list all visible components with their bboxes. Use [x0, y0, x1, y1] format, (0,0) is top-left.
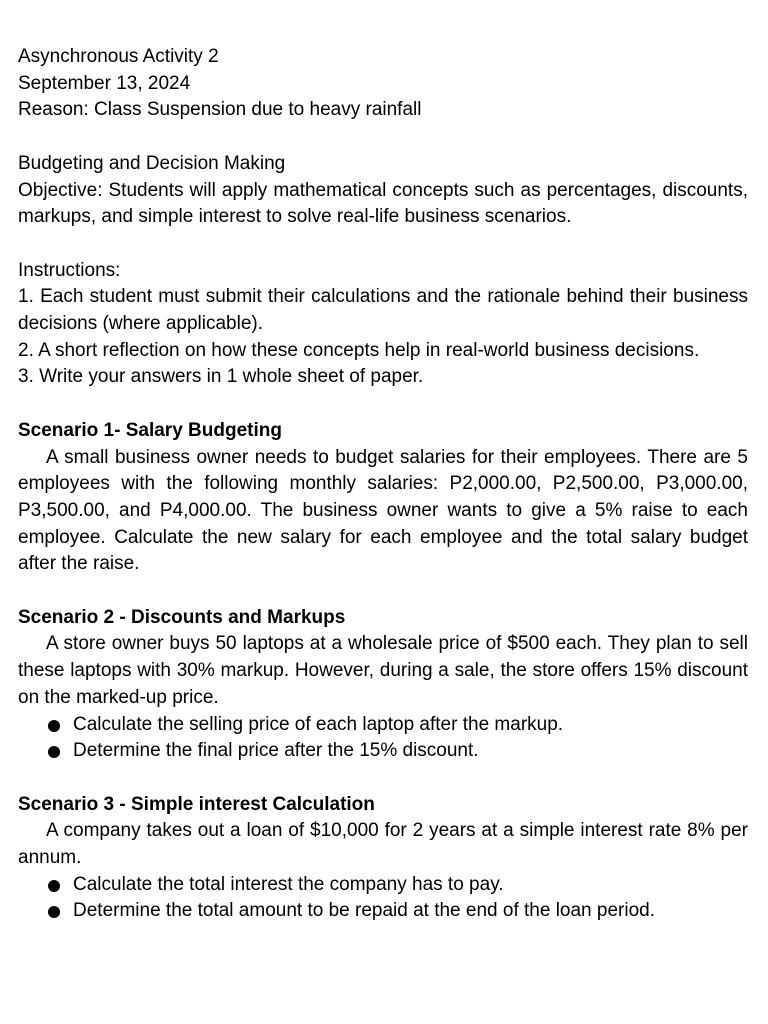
spacer [18, 391, 748, 418]
bullet-item [18, 712, 748, 739]
instruction-item: 2. A short reflection on how these concepts help in real-world business decisions. [18, 339, 700, 361]
bullet-item [18, 872, 748, 899]
topic-objective: Objective: Students will apply mathematical concepts such as percentages, discounts, markups, and simple interest to solve real-life business scenarios. [18, 179, 748, 228]
bullet-text: Determine the total amount to be repaid at the end of the loan period. [73, 900, 655, 922]
bullet-icon [48, 880, 60, 892]
activity-date: September 13, 2024 [18, 72, 191, 94]
bullet-item [18, 738, 748, 765]
bullet-icon [48, 746, 60, 758]
scenario-1-body: A small business owner needs to budget salaries for their employees. There are 5 employees with the following monthly salaries: P2,000.00, P2,500.00, P3,000.00, P3,500.00, and P4,000.00. The business owner wants to give a 5% raise to each employee. Calculate the new salary for each employee and the total salary budget after the raise. [18, 446, 748, 575]
bullet-text: Determine the final price after the 15% discount. [73, 740, 479, 762]
scenario-3-body: A company takes out a loan of $10,000 for 2 years at a simple interest rate 8% per annum. [18, 820, 748, 869]
instruction-item: 1. Each student must submit their calculations and the rationale behind their business decisions (where applicable). [18, 286, 748, 334]
spacer [18, 578, 748, 605]
instruction-item: 3. Write your answers in 1 whole sheet of paper. [18, 366, 424, 388]
bullet-text: Calculate the selling price of each laptop after the markup. [73, 713, 564, 735]
topic-title: Budgeting and Decision Making [18, 152, 286, 174]
bullet-icon [48, 720, 60, 732]
scenario-3-title: Scenario 3 - Simple interest Calculation [18, 793, 375, 815]
scenario-3-bullet-list [18, 872, 748, 925]
activity-reason: Reason: Class Suspension due to heavy rainfall [18, 99, 422, 121]
bullet-item [18, 898, 748, 925]
scenario-2-title: Scenario 2 - Discounts and Markups [18, 606, 346, 628]
scenario-2-body: A store owner buys 50 laptops at a wholesale price of $500 each. They plan to sell these laptops with 30% markup. However, during a sale, the store offers 15% discount on the marked-up price. [18, 633, 748, 708]
instructions-label: Instructions: [18, 259, 121, 281]
activity-title: Asynchronous Activity 2 [18, 46, 219, 67]
bullet-text: Calculate the total interest the company has to pay. [73, 873, 504, 895]
spacer [18, 765, 748, 792]
document-page [18, 44, 748, 925]
scenario-2-bullet-list [18, 712, 748, 765]
scenario-1-title: Scenario 1- Salary Budgeting [18, 419, 282, 441]
bullet-icon [48, 906, 60, 918]
spacer [18, 124, 748, 151]
spacer [18, 231, 748, 258]
